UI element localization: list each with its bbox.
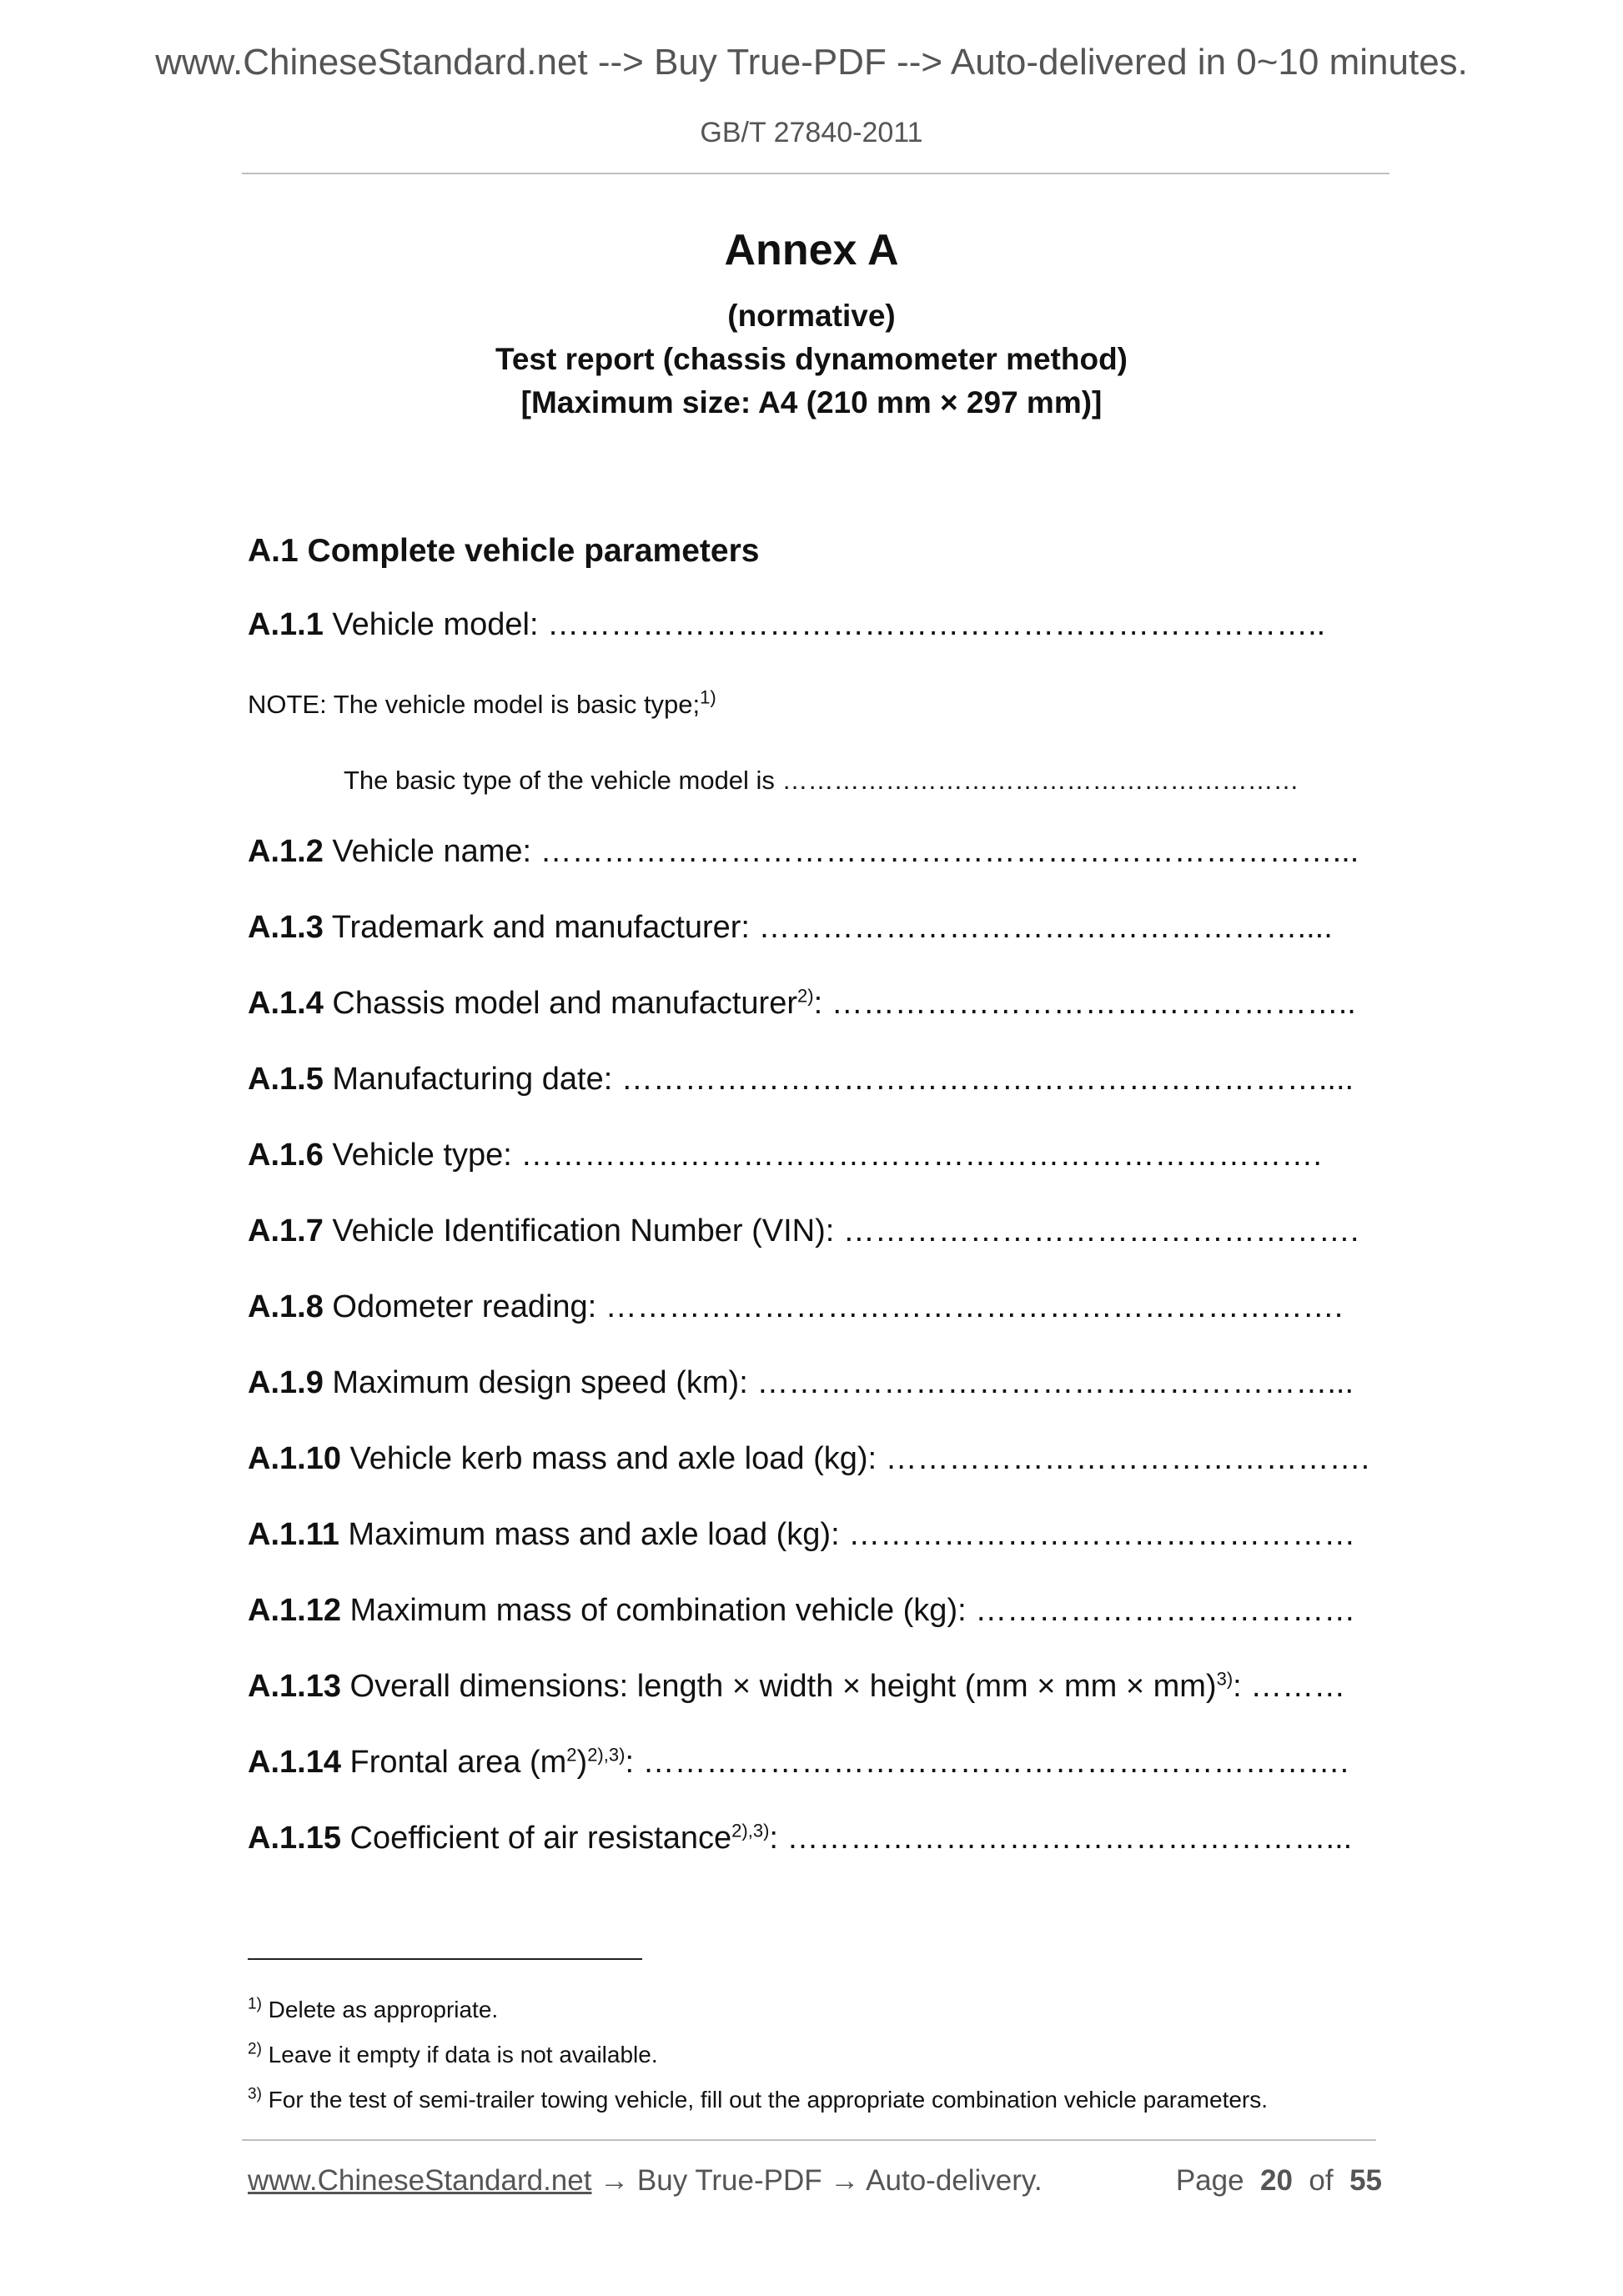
param-vin: A.1.7 Vehicle Identification Number (VIN): …………………………………………. (248, 1213, 1359, 1248)
footer-divider (242, 2139, 1376, 2141)
footnote-3: $^{3)}$ For the test of semi-trailer towing vehicle, fill out the appropriate combination vehicle parameters. (248, 2085, 1269, 2113)
param-kerb-mass: A.1.10 Vehicle kerb mass and axle load (kg): ………………………………………. (248, 1441, 1370, 1476)
footer-site-link[interactable]: www.ChineseStandard.net (248, 2164, 592, 2197)
current-page: 20 (1260, 2164, 1293, 2197)
top-banner[interactable]: www.ChineseStandard.net --> Buy True-PDF --> Auto-delivered in 0~10 minutes. (155, 42, 1468, 83)
footnote-ref: 2) (797, 986, 814, 1007)
unit-exponent: 2 (566, 1745, 577, 1766)
param-trademark-manufacturer: A.1.3 Trademark and manufacturer: …………………………………………….... (248, 910, 1333, 945)
footnote-rule (248, 1958, 642, 1960)
annex-subtitle: Test report (chassis dynamometer method) (495, 342, 1128, 376)
param-combination-mass: A.1.12 Maximum mass of combination vehicle (kg): ……………………………… (248, 1593, 1356, 1628)
param-overall-dimensions: A.1.13 Overall dimensions: length × width × height (mm × mm × mm)$^{3)}$: ……… (248, 1669, 1346, 1704)
section-heading: A.1 Complete vehicle parameters (248, 533, 760, 569)
annex-size-note: [Maximum size: A4 (210 mm × 297 mm)] (520, 385, 1103, 420)
footnote-2: $^{2)}$ Leave it empty if data is not available. (248, 2040, 658, 2067)
footnote-1: $^{1)}$ Delete as appropriate. (248, 1995, 499, 2022)
param-vehicle-name: A.1.2 Vehicle name: …………………………………………………………………... (248, 834, 1359, 869)
param-chassis-model: A.1.4 Chassis model and manufacturer$^{2)}$: ………………………………………….. (248, 986, 1356, 1021)
footnote-ref: 3) (1216, 1669, 1234, 1690)
param-air-resistance: A.1.15 Coefficient of air resistance$^{2),3)}$: ……………………………………………... (248, 1821, 1353, 1856)
footnote-ref: 1) (700, 690, 716, 708)
param-vehicle-model: A.1.1 Vehicle model: ……………………………………………………………….. (248, 607, 1326, 642)
footer-text: → Buy True-PDF → Auto-delivery. (591, 2164, 1043, 2197)
total-pages: 55 (1349, 2164, 1382, 2197)
page-footer (248, 2164, 1382, 2198)
param-frontal-area: A.1.14 Frontal area $(m^2)^{2),3)}$: …………………………………………………………. (248, 1745, 1349, 1780)
param-max-speed: A.1.9 Maximum design speed (km): ………………………………………………... (248, 1365, 1354, 1400)
page-indicator: Page 20 of 55 (1175, 2164, 1382, 2197)
footnote-ref: 2),3) (731, 1821, 770, 1841)
annex-subtitle-block (0, 294, 1623, 425)
annex-title: Annex A (724, 226, 899, 274)
basic-type-line: The basic type of the vehicle model is …………………………………………………… (344, 766, 1299, 795)
header-divider (242, 173, 1389, 174)
param-manufacturing-date: A.1.5 Manufacturing date: ………………………………………………………….... (248, 1062, 1354, 1097)
param-vehicle-type: A.1.6 Vehicle type: …………………………………………………………………. (248, 1138, 1322, 1173)
param-odometer: A.1.8 Odometer reading: ……………………………………………………………. (248, 1289, 1344, 1324)
note-basic-type: NOTE: The vehicle model is basic type;$^{1)}$ (248, 690, 1399, 720)
standard-number: GB/T 27840-2011 (700, 117, 923, 148)
param-max-mass: A.1.11 Maximum mass and axle load (kg): ………………………………………… (248, 1517, 1356, 1552)
footnote-ref: 2),3) (587, 1745, 626, 1766)
annex-type: (normative) (727, 299, 896, 333)
